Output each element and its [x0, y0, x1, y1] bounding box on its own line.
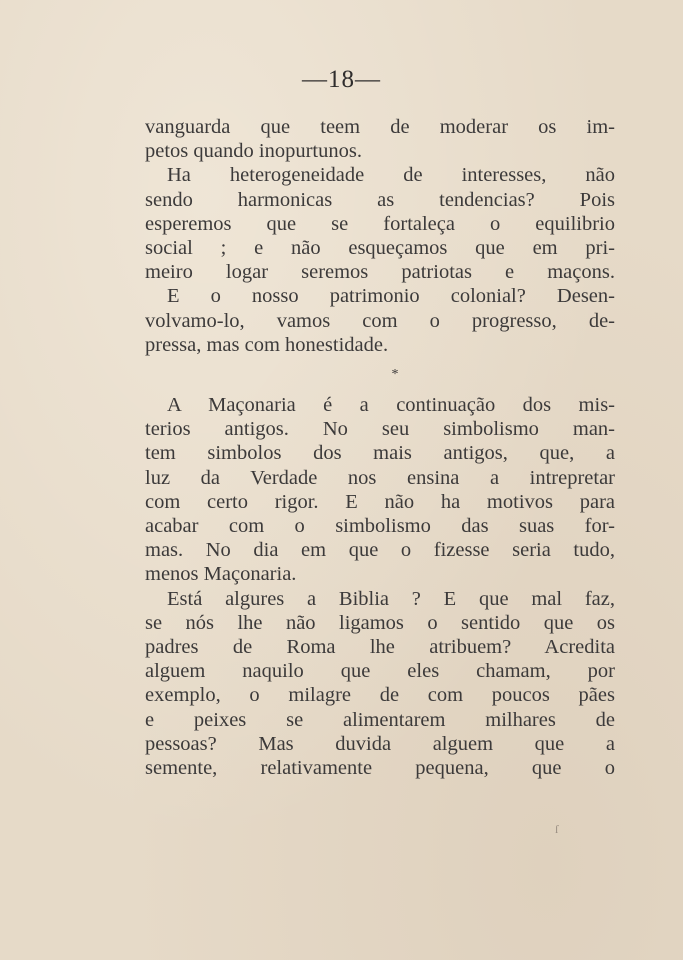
text-line: terios antigos. No seu simbolismo man- [145, 418, 615, 441]
text-line: e peixes se alimentarem milhares de [145, 708, 615, 731]
text-line: petos quando inopurtunos. [145, 140, 362, 163]
text-line: menos Maçonaria. [145, 563, 297, 586]
text-line: alguem naquilo que eles chamam, por [145, 660, 615, 683]
text-line: social ; e não esqueçamos que em pri- [145, 236, 615, 259]
text-line: tem simbolos dos mais antigos, que, a [145, 442, 615, 465]
page-number: —18— [302, 66, 381, 93]
text-line: pressa, mas com honestidade. [145, 333, 389, 356]
stray-ink-mark: ſ [555, 822, 559, 836]
text-line: Ha heterogeneidade de interesses, não [167, 164, 615, 187]
text-line: vanguarda que teem de moderar os im- [145, 116, 615, 138]
body-text [145, 115, 615, 780]
text-line: meiro logar seremos patriotas e maçons. [145, 261, 615, 284]
section-separator: * [391, 366, 399, 382]
text-line: acabar com o simbolismo das suas for- [145, 515, 615, 537]
text-line: E o nosso patrimonio colonial? Desen- [167, 285, 615, 308]
text-line: A Maçonaria é a continuação dos mis- [167, 394, 615, 417]
text-line: se nós lhe não ligamos o sentido que os [145, 611, 615, 634]
text-line: padres de Roma lhe atribuem? Acredita [145, 635, 615, 658]
text-line: sendo harmonicas as tendencias? Pois [145, 188, 615, 211]
text-line: volvamo-lo, vamos com o progresso, de- [145, 309, 615, 332]
text-line: Está algures a Biblia ? E que mal faz, [167, 587, 615, 610]
text-line: esperemos que se fortaleça o equilibrio [145, 212, 615, 235]
text-line: mas. No dia em que o fizesse seria tudo, [145, 539, 615, 562]
text-line: semente, relativamente pequena, que o [145, 756, 615, 779]
text-line: pessoas? Mas duvida alguem que a [145, 732, 615, 755]
text-line: luz da Verdade nos ensina a intrepretar [145, 466, 615, 489]
text-line: com certo rigor. E não ha motivos para [145, 490, 615, 513]
text-line: exemplo, o milagre de com poucos pães [145, 684, 615, 707]
